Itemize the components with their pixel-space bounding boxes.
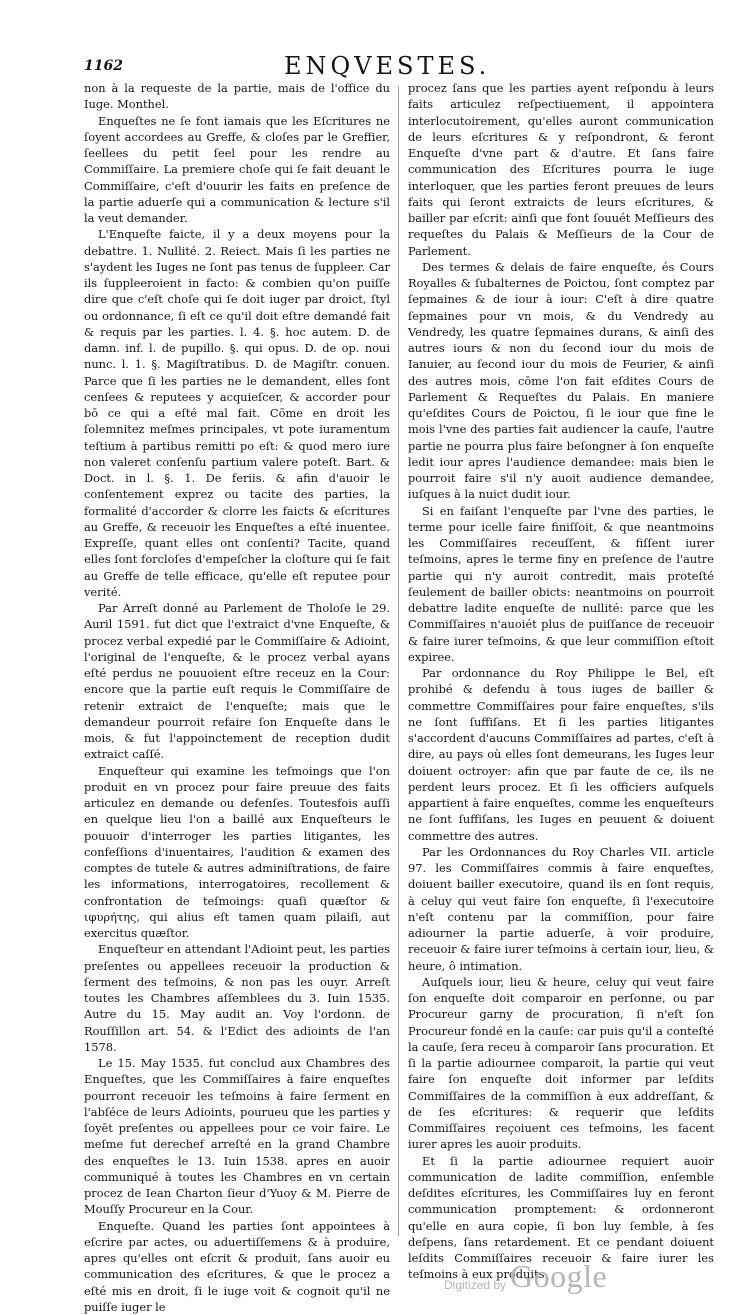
right-paragraph-3: Si en faiſant l'enqueſte par l'vne des parties, le terme pour icelle faire finiſſoit, & que neantmoins les Commiſſaires receuſſent, & fiſſent iurer teſmoins, apres le terme finy en preſence de l'autre partie qui n'y auroit contredit, mais proteſté ſeulement de bailler obicts: neantmoins on pourroit debattre ladite enqueſte de nullité: parce que les Commiſſaires n'auoiét plus de puiſſance de receuoir & faire iurer teſmoins, & que leur commiſſion eſtoit expiree. xyxy=(408,503,714,666)
google-logo: Google xyxy=(510,1258,607,1295)
column-divider xyxy=(398,86,399,1236)
left-paragraph-2: Enqueſtes ne ſe font iamais que les Eſcritures ne ſoyent accordees au Greffe, & cloſes par le Greffier, ſeellees du petit ſeel pour les rendre au Commiſſaire. La premiere choſe qui ſe fait deuant le Commiſſaire, c'eſt d'ouurir les faits en preſence de la partie aduerſe qui a communication & lecture s'il la veut demander. xyxy=(84,113,390,227)
running-title: ENQVESTES. xyxy=(284,52,490,80)
left-paragraph-4: Par Arreſt donné au Parlement de Tholoſe le 29. Auril 1591. fut dict que l'extraict d'vne Enqueſte, & procez verbal expedié par le Commiſſaire & Adioint, l'original de l'enqueſte, & le procez verbal ayans eſté perdus ne pouuoient eſtre receuz en la Cour: encore que la partie euſt requis le Commiſſaire de retenir extraict de l'enqueſte; mais que le demandeur pourroit refaire ſon Enqueſte dans le mois, & fut l'appoinctement de reception dudit extraict caſſé. xyxy=(84,600,390,763)
right-paragraph-7: Et ſi la partie adiournee requiert auoir communication de ladite commiſſion, enſemble deſdites eſcritures, les Commiſſaires luy en feront communication promptement: & ordonneront qu'elle en aura copie, ſi bon luy ſemble, à ſes deſpens, ſans retardement. Et ce pendant doiuent leſdits Commiſſaires receuoir & faire iurer les teſmoins à eux produits. xyxy=(408,1153,714,1283)
left-paragraph-7: Le 15. May 1535. fut conclud aux Chambres des Enqueſtes, que les Commiſſaires à faire enqueſtes pourront receuoir les teſmoins à faire ſerment en l'abſéce de leurs Adioints, pourueu que les parties y ſoyēt preſentes ou appellees pour ce voir faire. Le meſme fut derechef arreſté en la grand Chambre des enqueſtes le 13. Iuin 1538. apres en auoir communiqué à toutes les Chambres en vn certain procez de Iean Charton ſieur d'Yuoy & M. Pierre de Mouſſy Procureur en la Cour. xyxy=(84,1055,390,1218)
right-paragraph-1: procez ſans que les parties ayent reſpondu à leurs faits articulez reſpectiuement, il appointera interlocutoirement, qu'elles auront communication de leurs eſcritures & y reſpondront, & feront Enqueſte d'vne part & d'autre. Et ſans faire communication des Eſcritures pourra le iuge interloquer, que les parties feront preuues de leurs faits qui ſeront extraicts de leurs eſcritures, & bailler par eſcrit: ainſi que font ſouuét Meſſieurs des requeſtes du Palais & Meſſieurs de la Cour de Parlement. xyxy=(408,80,714,259)
right-paragraph-2: Des termes & delais de faire enqueſte, és Cours Royalles & ſubalternes de Poictou, ſont comptez par ſepmaines & de iour à iour: C'eſt à dire quatre ſepmaines pour vn mois, & du Vendredy au Vendredy, les quatre ſepmaines durans, & ainſi des autres iours & non du ſecond iour du mois de Ianuier, au ſecond iour du mois de Feurier, & ainſi des autres mois, cōme l'on fait eſdites Cours de Parlement & Requeſtes du Palais. En maniere qu'eſdites Cours de Poictou, ſi le iour que fine le mois l'vne des parties fait audiencer la cauſe, l'autre partie ne pourra plus faire beſongner à ſon enqueſte ledit iour apres l'audience demandee: mais bien le pourroit faire s'il n'y auoit audience demandee, iuſques à la nuict dudit iour. xyxy=(408,259,714,503)
digitized-by-google-watermark xyxy=(444,1258,684,1298)
right-paragraph-4: Par ordonnance du Roy Philippe le Bel, eſt prohibé & defendu à tous iuges de bailler & commettre Commiſſaires pour faire enqueſtes, s'ils ne ſont ſuffiſans. Et ſi les parties litigantes s'accordent d'aucuns Commiſſaires ad partes, c'eſt à dire, au pays où elles ſont demeurans, les Iuges leur doiuent octroyer: afin que par faute de ce, ils ne perdent leurs procez. Et ſi les officiers auſquels appartient à faire enqueſtes, comme les enqueſteurs ne ſont ſuffiſans, les Iuges en peuuent & doiuent commettre des autres. xyxy=(408,665,714,844)
digitized-by-text: Digitized by xyxy=(444,1278,506,1292)
left-paragraph-5: Enqueſteur qui examine les teſmoings que l'on produit en vn procez pour faire preuue des faits articulez en demande ou defenſes. Toutesfois auſſi en quelque lieu l'on a baillé aux Enqueſteurs le pouuoir d'interroger les parties litigantes, les confeſſions d'inuentaires, l'audition & examen des comptes de tutele & autres adminiſtrations, de faire les informations, interrogatoires, recollement & confrontation de teſmoings: quaſi quæſtor & ιφυρήτης, qui alius eſt tamen quam pilaiſi, aut exercitus quæſtor. xyxy=(84,763,390,942)
left-paragraph-3: L'Enqueſte faicte, il y a deux moyens pour la debattre. 1. Nullité. 2. Reiect. Mais ſi les parties ne s'aydent les Iuges ne ſont pas tenus de ſuppleer. Car ils ſuppleeroient in facto: & combien qu'on puiſſe dire que c'eſt choſe qui ſe doit iuger par droict, ſtyl ou ordonnance, ſi eſt ce qu'il doit eſtre demandé fait & requis par les parties. l. 4. §. hoc autem. D. de damn. inf. l. de pupillo. §. qui opus. D. de op. noui nunc. l. 1. §. Magiſtratibus. D. de Magiſtr. conuen. Parce que ſi les parties ne le demandent, elles ſont cenſees & reputees y acquieſcer, & accorder pour bō ce qui a eſté mal fait. Cōme en droit les ſolemnitez meſmes principales, vt pote iuramentum teſtium à partibus remitti po eſt: & quod mero iure non valeret conſenſu partium valere poteſt. Bart. & Doct. in l. §. 1. De feriis. & afin d'auoir le conſentement exprez ou tacite des parties, la formalité d'accorder & clorre les faicts & eſcritures au Greffe, & receuoir les Enqueſtes a eſté inuentee. Expreſſe, quant elles ont conſenti? Tacite, quand elles ſont forcloſes d'empeſcher la cloſture qui ſe fait au Greffe de telle efficace, qu'elle eſt reputee pour verité. xyxy=(84,226,390,600)
page-number: 1162 xyxy=(84,58,123,74)
left-paragraph-1: non à la requeste de la partie, mais de l'office du Iuge. Monthel. xyxy=(84,80,390,113)
right-paragraph-6: Auſquels iour, lieu & heure, celuy qui veut faire ſon enqueſte doit comparoir en perſonne, ou par Procureur garny de procuration, ſi n'eſt ſon Procureur fondé en la cauſe: car puis qu'il a conteſté la cauſe, ſera receu à comparoir ſans procuration. Et ſi la partie adiournee comparoit, la partie qui veut faire ſon enqueſte doit informer par leſdits Commiſſaires de la commiſſion à eux addreſſant, & de ſes eſcritures: & requerir que leſdits Commiſſaires reçoiuent ces teſmoins, les facent iurer apres les auoir produits. xyxy=(408,974,714,1153)
page-header xyxy=(84,52,674,80)
right-paragraph-5: Par les Ordonnances du Roy Charles VII. article 97. les Commiſſaires commis à faire enqueſtes, doiuent bailler executoire, quand ils en ſont requis, à celuy qui veut faire ſon enqueſte, ſi l'executoire n'eſt contenu par la commiſſion, pour faire adiourner la partie aduerſe, à voir produire, receuoir & faire iurer teſmoins à certain iour, lieu, & heure, ô intimation. xyxy=(408,844,714,974)
left-paragraph-6: Enqueſteur en attendant l'Adioint peut, les parties preſentes ou appellees receuoir la production & ſerment des teſmoins, & non pas les ouyr. Arreſt toutes les Chambres aſſemblees du 3. Iuin 1535. Autre du 15. May audit an. Voy l'ordonn. de Rouſſillon art. 54. & l'Edict des adioints de l'an 1578. xyxy=(84,941,390,1055)
left-column xyxy=(84,80,390,1315)
right-column xyxy=(408,80,714,1283)
left-paragraph-8: Enqueſte. Quand les parties ſont appointees à eſcrire par actes, ou aduertiſſemens & à produire, apres qu'elles ont eſcrit & produit, ſans auoir eu communication des eſcritures, & que le procez a eſté mis en droit, ſi le iuge voit & cognoit qu'il ne puiſſe iuger le xyxy=(84,1218,390,1315)
